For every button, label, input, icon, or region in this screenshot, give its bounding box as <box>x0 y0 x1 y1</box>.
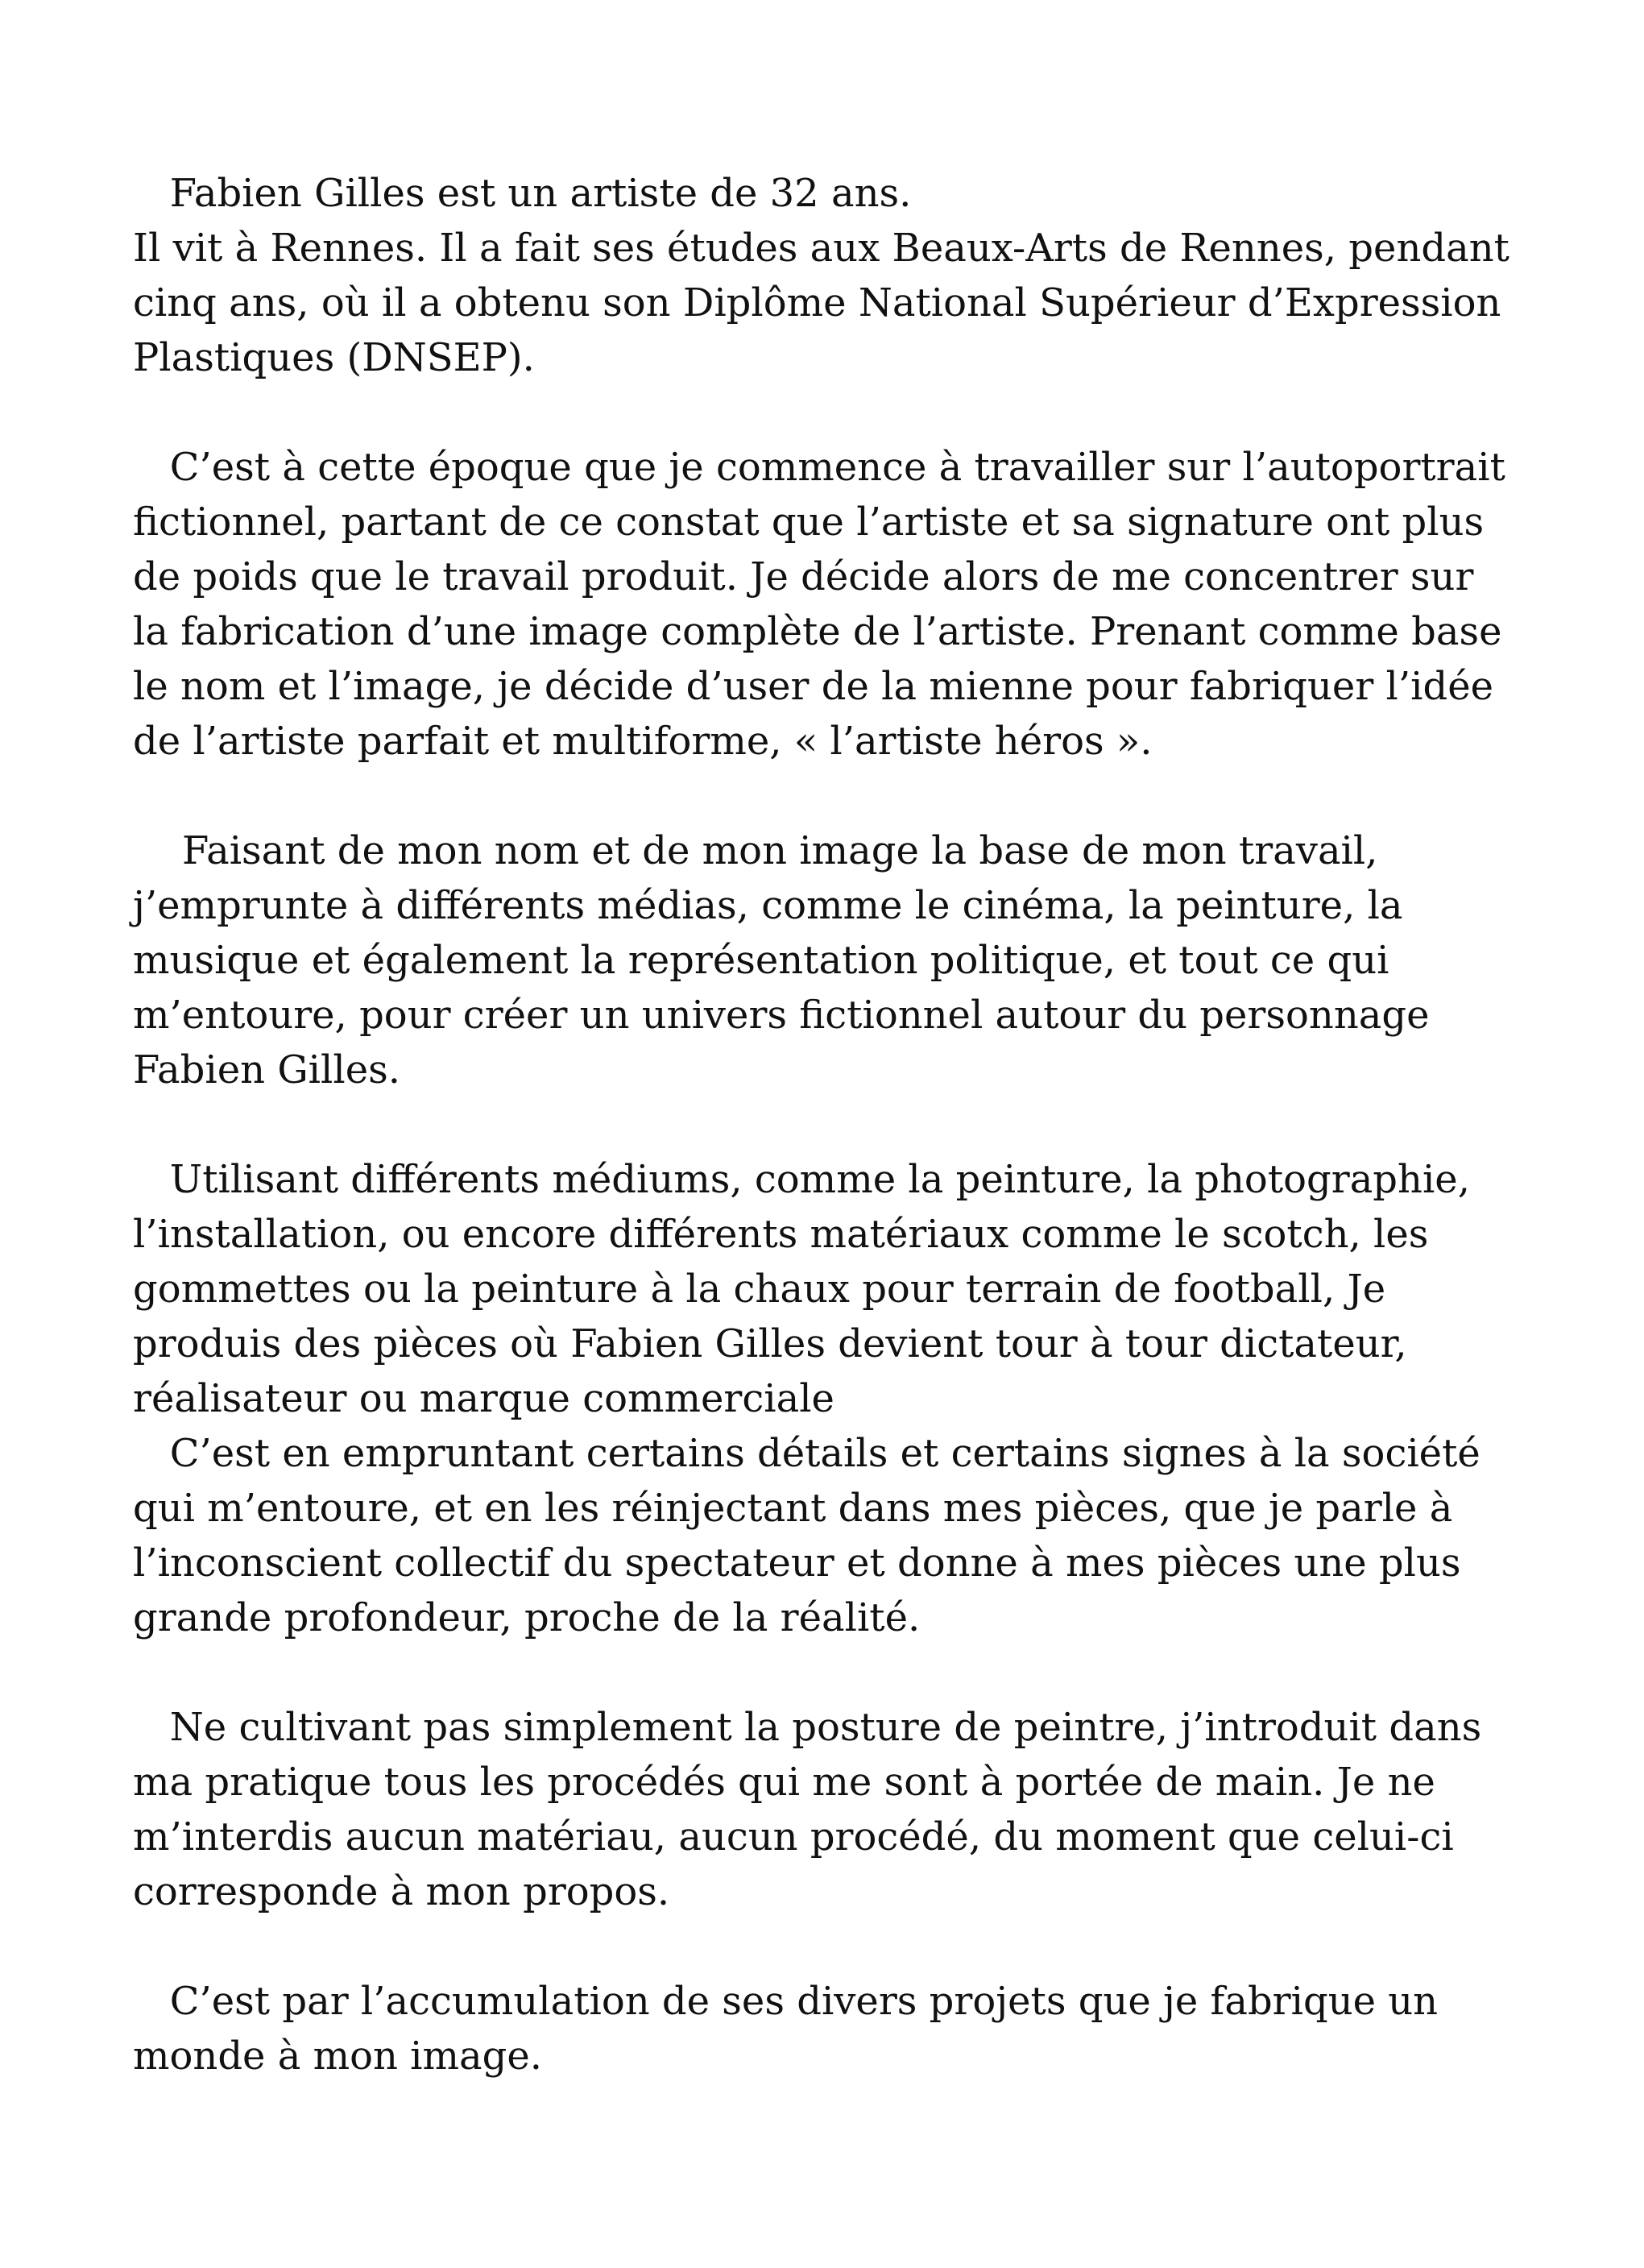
document-body <box>133 166 1551 2083</box>
paragraph-spacer <box>133 769 1551 823</box>
text-line: Fabien Gilles est un artiste de 32 ans. <box>133 171 912 216</box>
text-line: musique et également la représentation politique, et tout ce qui <box>133 938 1389 983</box>
paragraph-medias <box>133 823 1551 1097</box>
text-line: la fabrication d’une image complète de l’artiste. Prenant comme base <box>133 609 1502 654</box>
paragraph-mediums <box>133 1152 1551 1645</box>
text-line: ma pratique tous les procédés qui me sont à portée de main. Je ne <box>133 1760 1435 1805</box>
text-line: Faisant de mon nom et de mon image la base de mon travail, <box>133 828 1378 873</box>
text-line: Ne cultivant pas simplement la posture de peintre, j’introduit dans <box>133 1705 1482 1750</box>
paragraph-spacer <box>133 1919 1551 1974</box>
text-line: j’emprunte à différents médias, comme le cinéma, la peinture, la <box>133 883 1403 928</box>
paragraph-pratique <box>133 1700 1551 1919</box>
paragraph-autoportrait <box>133 440 1551 769</box>
paragraph-conclusion <box>133 1974 1551 2083</box>
text-line: Fabien Gilles. <box>133 1047 401 1093</box>
text-line: C’est en empruntant certains détails et certains signes à la société <box>133 1431 1480 1476</box>
text-line: gommettes ou la peinture à la chaux pour terrain de football, Je <box>133 1267 1386 1312</box>
text-line: Plastiques (DNSEP). <box>133 335 535 380</box>
text-line: m’interdis aucun matériau, aucun procédé, du moment que celui-ci <box>133 1814 1454 1860</box>
text-line: de l’artiste parfait et multiforme, « l’artiste héros ». <box>133 719 1153 764</box>
text-line: de poids que le travail produit. Je décide alors de me concentrer sur <box>133 554 1474 599</box>
text-line: monde à mon image. <box>133 2034 543 2079</box>
paragraph-spacer <box>133 1097 1551 1152</box>
paragraph-spacer <box>133 1645 1551 1700</box>
text-line: l’inconscient collectif du spectateur et donne à mes pièces une plus <box>133 1540 1461 1586</box>
text-line: grande profondeur, proche de la réalité. <box>133 1595 921 1640</box>
paragraph-spacer <box>133 385 1551 440</box>
text-line: Il vit à Rennes. Il a fait ses études aux Beaux-Arts de Rennes, pendant <box>133 226 1509 271</box>
text-line: le nom et l’image, je décide d’user de la mienne pour fabriquer l’idée <box>133 664 1494 709</box>
text-line: l’installation, ou encore différents matériaux comme le scotch, les <box>133 1212 1429 1257</box>
text-line: m’entoure, pour créer un univers fictionnel autour du personnage <box>133 993 1430 1038</box>
text-line: cinq ans, où il a obtenu son Diplôme National Supérieur d’Expression <box>133 280 1501 325</box>
text-line: Utilisant différents médiums, comme la peinture, la photographie, <box>133 1157 1470 1202</box>
text-line: produis des pièces où Fabien Gilles devient tour à tour dictateur, <box>133 1321 1407 1366</box>
text-line: réalisateur ou marque commerciale <box>133 1376 834 1421</box>
text-line: C’est par l’accumulation de ses divers projets que je fabrique un <box>133 1979 1439 2024</box>
text-line: corresponde à mon propos. <box>133 1869 670 1914</box>
text-line: fictionnel, partant de ce constat que l’artiste et sa signature ont plus <box>133 500 1485 545</box>
text-line: qui m’entoure, et en les réinjectant dans mes pièces, que je parle à <box>133 1486 1453 1531</box>
paragraph-bio <box>133 166 1551 385</box>
text-line: C’est à cette époque que je commence à travailler sur l’autoportrait <box>133 445 1505 490</box>
